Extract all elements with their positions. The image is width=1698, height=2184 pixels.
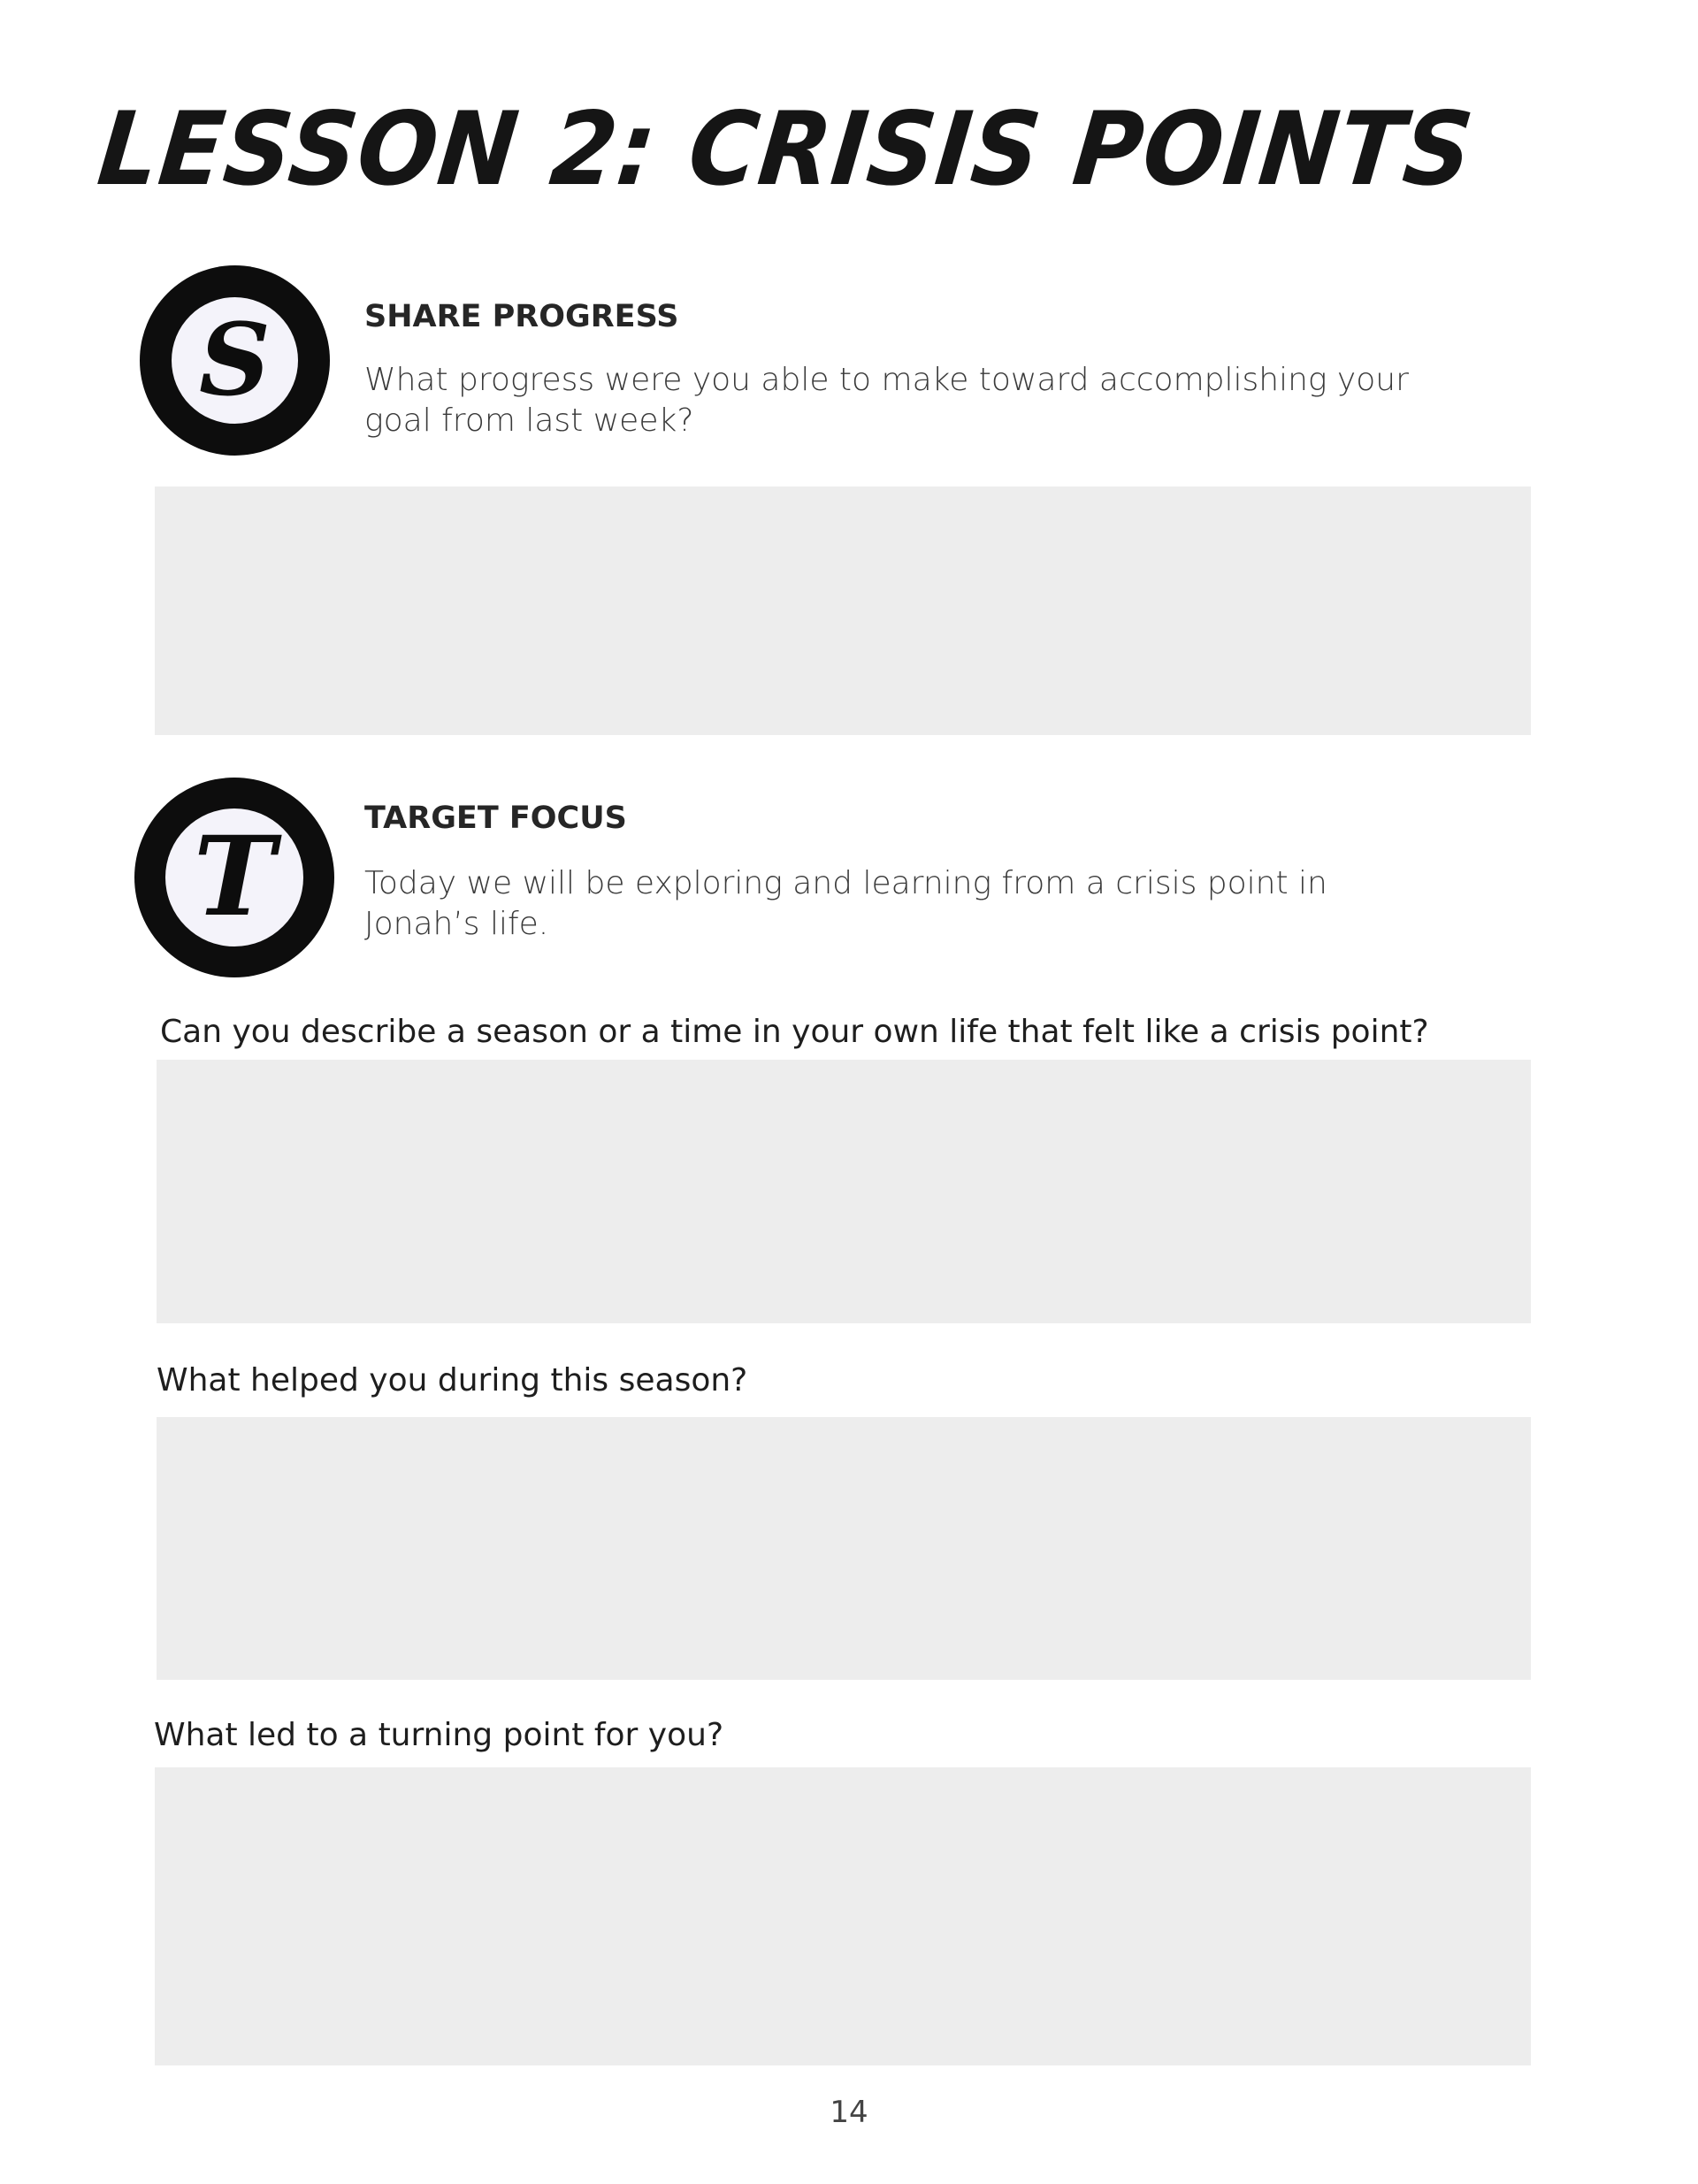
share-progress-heading: SHARE PROGRESS	[364, 299, 679, 334]
target-badge-icon	[134, 778, 334, 977]
crisis-season-answer-field[interactable]	[157, 1060, 1531, 1323]
page-number: 14	[830, 2095, 868, 2130]
target-badge-letter: T	[165, 808, 303, 946]
target-focus-description: Today we will be exploring and learning from a crisis point in Jonah’s life.	[364, 865, 1327, 942]
share-progress-answer-field[interactable]	[155, 487, 1531, 735]
share-badge-icon	[140, 265, 330, 456]
share-badge-letter: S	[172, 297, 298, 424]
turning-point-answer-field[interactable]	[155, 1767, 1531, 2065]
question-turning-point: What led to a turning point for you?	[154, 1717, 724, 1753]
question-crisis-season: Can you describe a season or a time in your own life that felt like a crisis point?	[160, 1014, 1429, 1050]
target-focus-heading: TARGET FOCUS	[364, 801, 627, 836]
what-helped-answer-field[interactable]	[157, 1417, 1531, 1680]
share-progress-prompt: What progress were you able to make toward accomplishing your goal from last week?	[364, 362, 1409, 439]
page-title: LESSON 2: CRISIS POINTS	[93, 90, 1480, 209]
question-what-helped: What helped you during this season?	[157, 1362, 748, 1399]
